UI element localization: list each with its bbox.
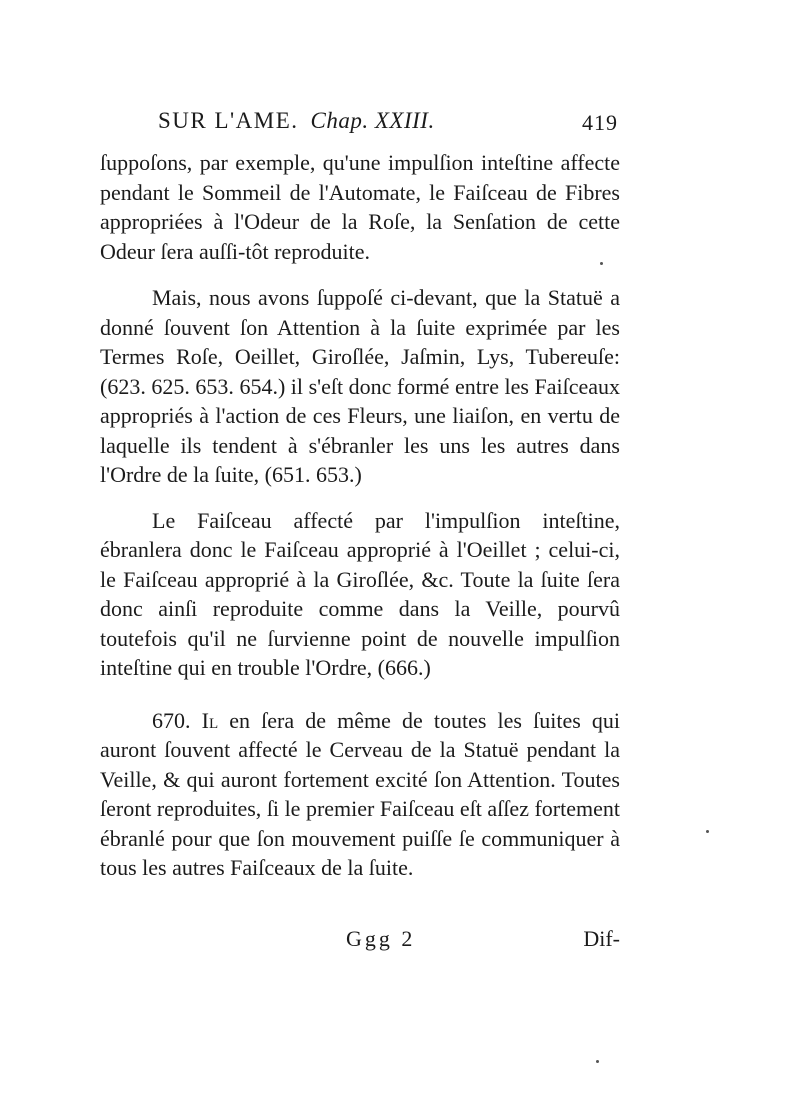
paragraph-4-lead-in: 670. Il [152, 707, 219, 733]
paragraph-3-text: Le Faiſceau affecté par l'impulſion inteſtine, ébranlera donc le Faiſceau approprié à l'Oeillet ; celui-ci, le Faiſceau approprié à la Giroſlée, &c. Toute la ſuite ſera donc ainſi reproduite comme dans la Veille, pourvû toutefois qu'il ne ſurvienne point de nouvelle impulſion inteſtine qui en trouble l'Ordre, (666.) [100, 507, 620, 680]
ink-speck [600, 262, 603, 265]
chapter-heading: Chap. XXIII. [310, 108, 435, 133]
ink-speck [706, 830, 709, 833]
ink-speck [596, 1060, 599, 1063]
page-header [158, 108, 618, 142]
running-title-text: SUR L'AME. [158, 108, 299, 133]
paragraph-3 [100, 506, 620, 683]
paragraph-2 [100, 283, 620, 490]
catchword: Dif- [583, 926, 620, 951]
page-number: 419 [582, 110, 618, 135]
running-title [158, 108, 435, 134]
signature-mark: Ggg 2 [346, 926, 416, 951]
page-footer [100, 926, 620, 958]
paragraph-1-text: ſuppoſons, par exemple, qu'une impulſion inteſtine affecte pendant le Sommeil de l'Automate, le Faiſceau de Fibres appropriées à l'Odeur de la Roſe, la Senſation de cette Odeur ſera auſſi-tôt reproduite. [100, 150, 620, 264]
body-text [100, 148, 620, 883]
paragraph-1 [100, 148, 620, 266]
paragraph-4 [100, 706, 620, 883]
paragraph-2-text: Mais, nous avons ſuppoſé ci-devant, que la Statuë a donné ſouvent ſon Attention à la ſuite exprimée par les Termes Roſe, Oeillet, Giroſlée, Jaſmin, Lys, Tubereuſe: (623. 625. 653. 654.) il s'eſt donc formé entre les Faiſceaux appropriés à l'action de ces Fleurs, une liaiſon, en vertu de laquelle ils tendent à s'ébranler les uns les autres dans l'Ordre de la ſuite, (651. 653.) [100, 285, 620, 487]
paragraph-4-text: en ſera de même de toutes les ſuites qui auront ſouvent affecté le Cerveau de la Statuë pendant la Veille, & qui auront fortement excité ſon Attention. Toutes ſeront reproduites, ſi le premier Faiſceau eſt aſſez fortement ébranlé pour que ſon mouvement puiſſe ſe communiquer à tous les autres Faiſceaux de la ſuite. [100, 707, 621, 880]
